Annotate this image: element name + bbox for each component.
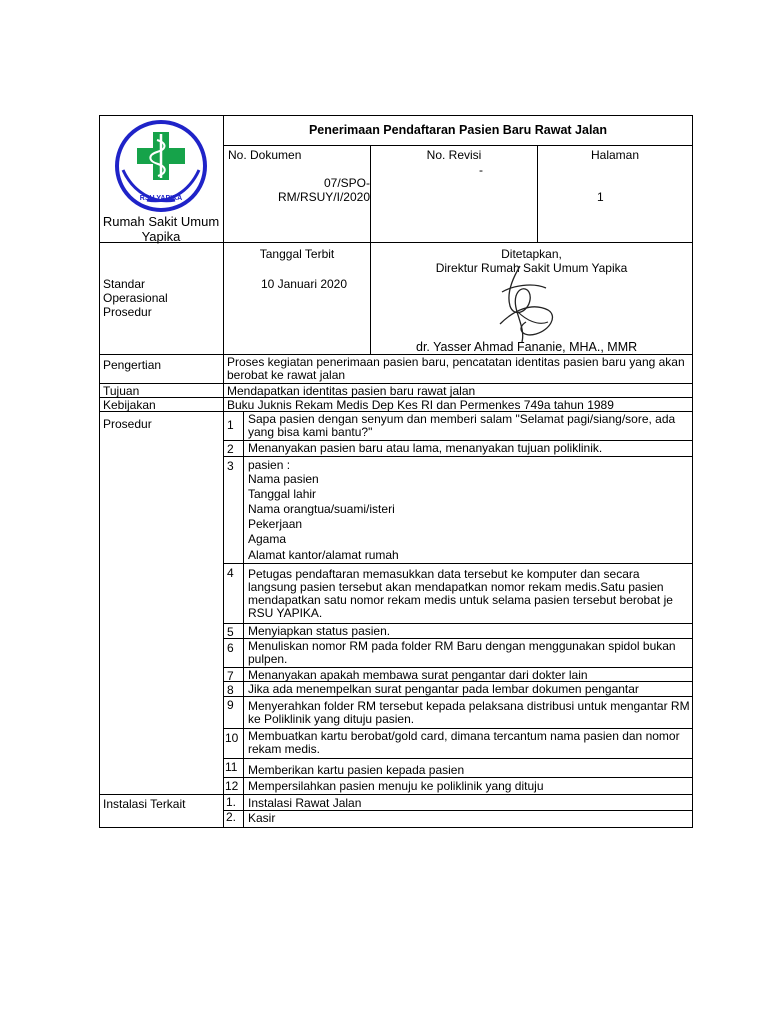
step-number: 2 (227, 442, 234, 456)
policy-text: Buku Juknis Rekam Medis Dep Kes RI dan Permenkes 749a tahun 1989 (227, 398, 614, 412)
revision-value: - (479, 163, 483, 177)
sop-label: Standar Operasional Prosedur (103, 277, 168, 319)
step-text: Menyerahkan folder RM tersebut kepada pelaksana distribusi untuk mengantar RM ke Poliklinik yang dituju pasien. (248, 699, 690, 726)
step-line: Nama pasien (248, 472, 319, 486)
step-number: 4 (227, 566, 234, 580)
step-number: 5 (227, 625, 234, 639)
policy-label: Kebijakan (103, 398, 156, 412)
doc-number-label: No. Dokumen (228, 148, 302, 162)
step-line: Nama orangtua/suami/isteri (248, 502, 395, 516)
step-text: Membuatkan kartu berobat/gold card, dimana tercantum nama pasien dan nomor rekam medis. (248, 729, 680, 756)
page-value: 1 (597, 190, 604, 204)
step-text: Menanyakan apakah membawa surat pengantar dari dokter lain (248, 668, 588, 682)
step-number: 3 (227, 459, 234, 473)
step-number: 1 (227, 418, 234, 432)
approved-label: Ditetapkan, (501, 247, 562, 261)
approver-name: dr. Yasser Ahmad Fananie, MHA., MMR (416, 340, 638, 354)
related-item: Kasir (248, 811, 276, 825)
page-label: Halaman (590, 148, 640, 162)
definition-text: Proses kegiatan penerimaan pasien baru, pencatatan identitas pasien baru yang akan berobat ke rawat jalan (227, 355, 685, 382)
related-label: Instalasi Terkait (103, 797, 186, 811)
step-line: Alamat kantor/alamat rumah (248, 548, 399, 562)
step-text: Sapa pasien dengan senyum dan memberi salam "Selamat pagi/siang/sore, ada yang bisa kami bantu?" (248, 412, 676, 439)
step-text: Menuliskan nomor RM pada folder RM Baru dengan menggunakan spidol bukan pulpen. (248, 639, 676, 666)
step-line: Agama (248, 532, 287, 546)
step-number: 10 (225, 731, 239, 745)
step-number: 12 (225, 779, 239, 793)
step-line: Tanggal lahir (248, 487, 317, 501)
step-text: Menyiapkan status pasien. (248, 624, 391, 638)
step-number: 6 (227, 641, 234, 655)
step-number: 8 (227, 683, 234, 697)
step-line: pasien : (248, 458, 291, 472)
procedure-label: Prosedur (103, 417, 152, 431)
related-number: 2. (226, 810, 237, 824)
step-text: Mempersilahkan pasien menuju ke poliklinik yang dituju (248, 779, 544, 793)
approver-title: Direktur Rumah Sakit Umum Yapika (435, 261, 628, 275)
logo-text: RSU YAPIKA (139, 195, 183, 202)
step-text: Jika ada menempelkan surat pengantar pada lembar dokumen pengantar (248, 682, 639, 696)
related-number: 1. (226, 795, 237, 809)
issue-date: 10 Januari 2020 (260, 277, 348, 291)
definition-label: Pengertian (103, 358, 162, 372)
goal-text: Mendapatkan identitas pasien baru rawat jalan (227, 384, 476, 398)
hospital-name: Rumah Sakit Umum Yapika (102, 214, 220, 244)
doc-number: 07/SPO-RM/RSUY/I/2020 (277, 176, 370, 204)
step-text: Menanyakan pasien baru atau lama, menanyakan tujuan poliklinik. (248, 441, 603, 455)
step-text: Petugas pendaftaran memasukkan data tersebut ke komputer dan secara langsung pasien tersebut akan mendapatkan nomor rekam medis.Satu pasien mendapatkan satu nomor rekam medis untuk selama pasien tersebut berobat je RSU YAPIKA. (248, 567, 673, 620)
revision-label: No. Revisi (426, 148, 482, 162)
issue-date-label: Tanggal Terbit (259, 247, 335, 261)
goal-label: Tujuan (103, 384, 140, 398)
step-text: Memberikan kartu pasien kepada pasien (248, 763, 465, 777)
related-item: Instalasi Rawat Jalan (248, 796, 362, 810)
step-line: Pekerjaan (248, 517, 303, 531)
document-title: Penerimaan Pendaftaran Pasien Baru Rawat Jalan (308, 123, 608, 137)
step-number: 7 (227, 669, 234, 683)
hospital-logo (113, 120, 209, 216)
step-number: 11 (225, 760, 238, 774)
step-number: 9 (227, 698, 234, 712)
